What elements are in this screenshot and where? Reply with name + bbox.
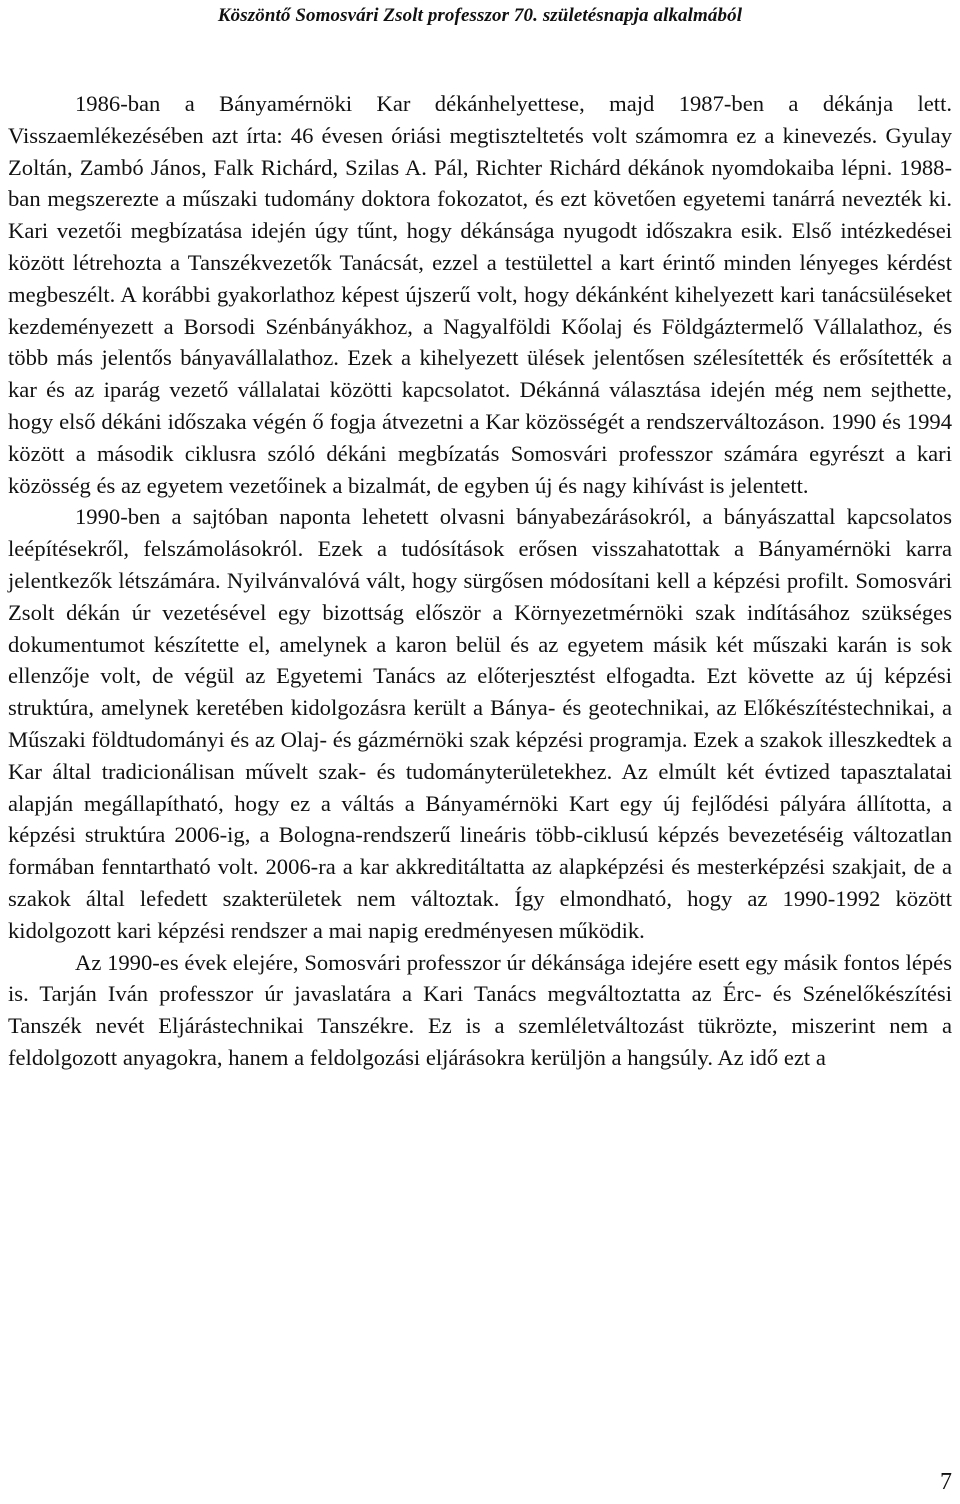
page-number: 7 xyxy=(940,1469,952,1495)
paragraph: Az 1990-es évek elejére, Somosvári professzor úr dékánsága idejére esett egy másik fontos lépés is. Tarján Iván professzor úr javaslatára a Kari Tanács megváltoztatta az Érc- és Szénelőkészítési Tanszék nevét Eljárástechnikai Tanszékre. Ez is a szemléletváltozást tükrözte, miszerint nem a feldolgozott anyagokra, hanem a feldolgozási eljárásokra kerüljön a hangsúly. Az idő ezt a xyxy=(8,949,952,1070)
running-header: Köszöntő Somosvári Zsolt professzor 70. születésnapja alkalmából xyxy=(217,5,743,26)
body-text xyxy=(8,88,952,1074)
paragraph: 1986-ban a Bányamérnöki Kar dékánhelyettese, majd 1987-ben a dékánja lett. Visszaemlékezésében azt írta: 46 évesen óriási megtiszteltetés volt számomra ez a kinevezés. Gyulay Zoltán, Zambó János, Falk Richárd, Szilas A. Pál, Richter Richárd dékánok nyomdokaiba lépni. 1988-ban megszerezte a műszaki tudomány doktora fokozatot, és ezt követően egyetemi tanárrá nevezték ki. Kari vezetői megbízatása idején úgy tűnt, hogy dékánsága nyugodt időszakra esik. Első intézkedései között létrehozta a Tanszékvezetők Tanácsát, ezzel a testülettel a kart érintő minden lényeges kérdést megbeszélt. A korábbi gyakorlathoz képest újszerű volt, hogy dékánként kihelyezett kari tanácsüléseket kezdeményezett a Borsodi Szénbányákhoz, a Nagyalföldi Kőolaj és Földgáztermelő Vállalathoz, és több más jelentős bányavállalathoz. Ezek a kihelyezett ülések jelentősen szélesítették és erősítették a kar és az iparág vezető vállalatai közötti kapcsolatot. Dékánná választása idején még nem sejthette, hogy első dékáni időszaka végén ő fogja átvezetni a Kar közösségét a rendszerváltozáson. 1990 és 1994 között a második ciklusra szóló dékáni megbízatás Somosvári professzor számára egyrészt a kari közösség és az egyetem vezetőinek a bizalmát, de egyben új és nagy kihívást is jelentett. xyxy=(8,91,952,498)
paragraph: 1990-ben a sajtóban naponta lehetett olvasni bányabezárásokról, a bányászattal kapcsolatos leépítésekről, felszámolásokról. Ezek a tudósítások erősen visszahatottak a Bányamérnöki karra jelentkezők létszámára. Nyilvánvalóvá vált, hogy sürgősen módosítani kell a képzési profilt. Somosvári Zsolt dékán úr vezetésével egy bizottság először a Környezetmérnöki szak indításához szükséges dokumentumot készítette el, amelynek a karon belül és az egyetem másik két műszaki karán is sok ellenzője volt, de végül az Egyetemi Tanács az előterjesztést elfogadta. Ezt követte az új képzési struktúra, amelynek keretében kidolgozásra került a Bánya- és geotechnikai, az Előkészítéstechnikai, a Műszaki földtudományi és az Olaj- és gázmérnöki szak képzési programja. Ezek a szakok illeszkedtek a Kar által tradicionálisan művelt szak- és tudományterületekhez. Az elmúlt két évtized tapasztalatai alapján megállapítható, hogy ez a váltás a Bányamérnöki Kart egy új fejlődési pályára állította, a képzési struktúra 2006-ig, a Bologna-rendszerű lineáris több-ciklusú képzés bevezetéséig változatlan formában fenntartható volt. 2006-ra a kar akkreditáltatta az alapképzési és mesterképzési szakjait, de a szakok által lefedett szakterületek nem változtak. Így elmondható, hogy az 1990-1992 között kidolgozott kari képzési rendszer a mai napig eredményesen működik. xyxy=(8,504,952,943)
